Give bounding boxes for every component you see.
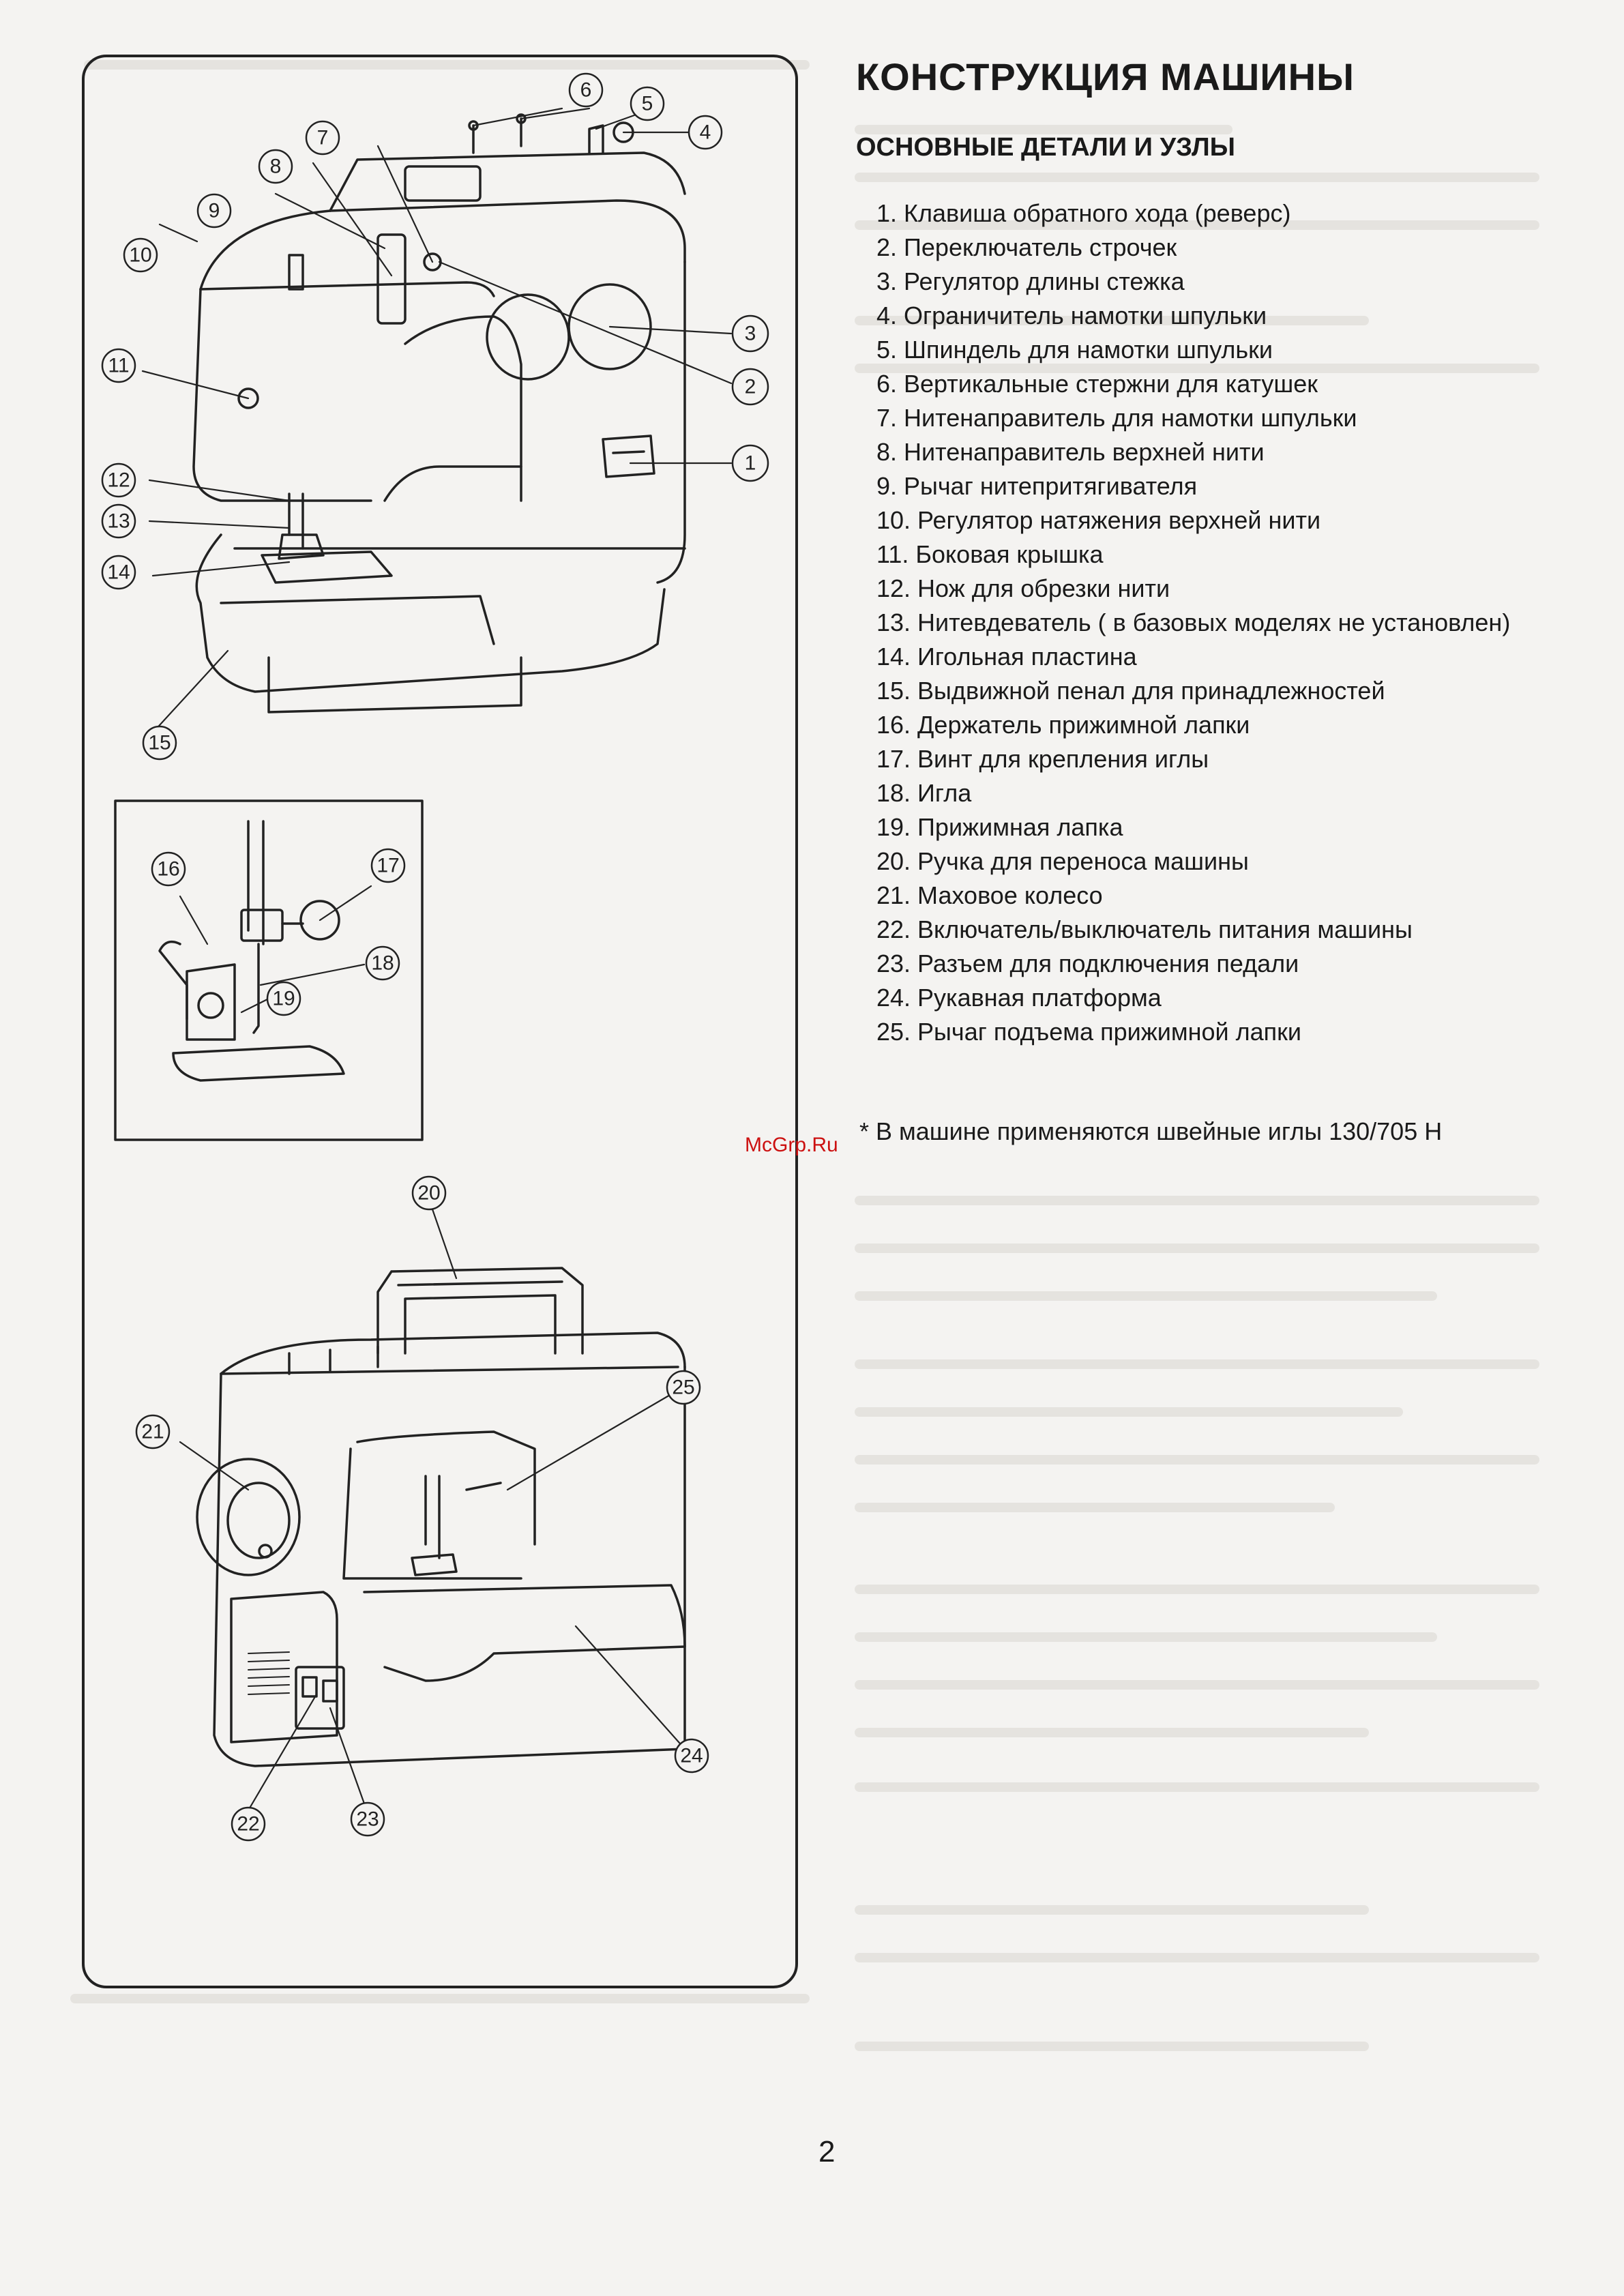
- list-item: 14. Игольная пластина: [876, 643, 1137, 671]
- list-item: 22. Включатель/выключатель питания машины: [876, 915, 1413, 943]
- callout-8: 8: [269, 155, 282, 178]
- list-item: 21. Маховое колесо: [876, 881, 1103, 909]
- callout-17: 17: [377, 854, 400, 877]
- list-item: 8. Нитенаправитель верхней нити: [876, 438, 1265, 466]
- list-item: 4. Ограничитель намотки шпульки: [876, 301, 1267, 329]
- callout-15: 15: [148, 731, 171, 754]
- list-item: 6. Вертикальные стержни для катушек: [876, 370, 1318, 398]
- list-item: 7. Нитенаправитель для намотки шпульки: [876, 404, 1357, 432]
- callout-2: 2: [744, 375, 756, 398]
- callout-25: 25: [672, 1376, 695, 1399]
- callout-3: 3: [744, 322, 756, 345]
- callout-22: 22: [237, 1812, 260, 1836]
- callout-13: 13: [107, 510, 130, 533]
- list-item: 10. Регулятор натяжения верхней нити: [876, 506, 1321, 534]
- callout-1: 1: [744, 452, 756, 475]
- callout-numbers: [107, 79, 756, 1836]
- callout-23: 23: [356, 1808, 379, 1831]
- callout-5: 5: [641, 92, 653, 115]
- list-item: 11. Боковая крышка: [876, 540, 1104, 568]
- list-item: 19. Прижимная лапка: [876, 813, 1123, 841]
- callout-21: 21: [141, 1420, 164, 1443]
- machine-front-view: [194, 115, 685, 712]
- callout-6: 6: [580, 78, 592, 102]
- list-item: 13. Нитевдеватель ( в базовых моделях не установлен): [876, 608, 1511, 636]
- callout-24: 24: [680, 1744, 703, 1767]
- list-item: 20. Ручка для переноса машины: [876, 847, 1249, 875]
- section-title: ОСНОВНЫЕ ДЕТАЛИ И УЗЛЫ: [856, 133, 1235, 162]
- callout-19: 19: [272, 987, 295, 1010]
- needle-footnote: * В машине применяются швейные иглы 130/705 H: [859, 1117, 1443, 1145]
- list-item: 5. Шпиндель для намотки шпульки: [876, 336, 1273, 364]
- list-item: 24. Рукавная платформа: [876, 984, 1162, 1012]
- list-item: 9. Рычаг нитепритягивателя: [876, 472, 1198, 500]
- list-item: 17. Винт для крепления иглы: [876, 745, 1209, 773]
- list-item: 18. Игла: [876, 779, 972, 807]
- list-item: 23. Разъем для подключения педали: [876, 950, 1299, 977]
- callout-11: 11: [108, 354, 130, 377]
- page-number: 2: [818, 2135, 836, 2168]
- list-item: 3. Регулятор длины стежка: [876, 267, 1185, 295]
- callout-16: 16: [157, 857, 180, 881]
- callout-9: 9: [208, 199, 220, 222]
- parts-list: [876, 196, 1579, 1049]
- page-title: КОНСТРУКЦИЯ МАШИНЫ: [856, 55, 1355, 98]
- list-item: 12. Нож для обрезки нити: [876, 574, 1170, 602]
- list-item: 16. Держатель прижимной лапки: [876, 711, 1250, 739]
- callout-7: 7: [316, 126, 329, 149]
- list-item: 15. Выдвижной пенал для принадлежностей: [876, 677, 1385, 705]
- diagram-frame: [82, 55, 798, 1988]
- callout-20: 20: [417, 1181, 441, 1205]
- callout-12: 12: [107, 469, 130, 492]
- list-item: 2. Переключатель строчек: [876, 233, 1177, 261]
- list-item: 1. Клавиша обратного хода (реверс): [876, 199, 1291, 227]
- watermark: McGrp.Ru: [745, 1134, 838, 1156]
- machine-rear-view: [197, 1268, 685, 1766]
- callout-circles: [102, 74, 768, 1840]
- parts-description: [856, 55, 1579, 1049]
- callout-18: 18: [371, 952, 394, 975]
- callout-10: 10: [129, 244, 152, 267]
- sewing-machine-diagram: [85, 57, 795, 1986]
- list-item: 25. Рычаг подъема прижимной лапки: [876, 1018, 1302, 1046]
- callout-4: 4: [699, 121, 711, 144]
- callout-14: 14: [107, 561, 130, 584]
